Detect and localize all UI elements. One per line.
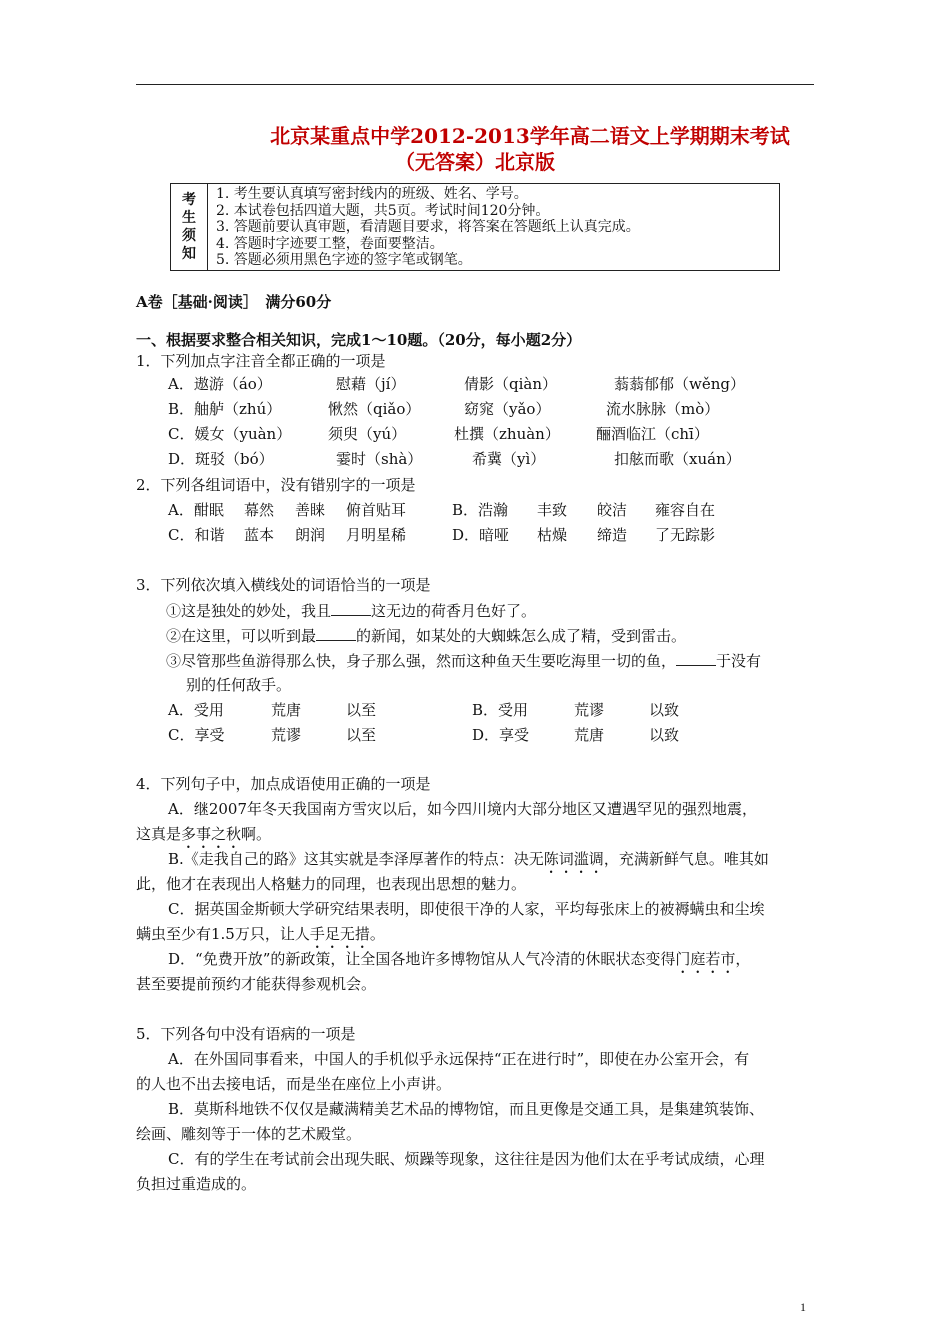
- exam-notice-box: [170, 183, 780, 271]
- page-number: 1: [800, 1300, 806, 1314]
- q3-sentence-1: [166, 600, 536, 621]
- option-cell: A．遨游（áo）: [168, 375, 272, 393]
- option-cell: 荒唐: [574, 726, 605, 744]
- fill-blank: [331, 600, 371, 616]
- q1-stem: 1．下列加点字注音全都正确的一项是: [136, 352, 386, 370]
- option-cell: 丰致: [537, 501, 568, 519]
- option-cell: 善睐: [295, 501, 326, 519]
- notice-header-char: 生: [182, 210, 196, 226]
- q4-option-c-line1: C．据英国金斯顿大学研究结果表明，即使很干净的人家，平均每张床上的被褥螨虫和尘埃: [168, 900, 765, 918]
- option-cell: 以致: [649, 701, 680, 719]
- option-cell: D．享受: [472, 726, 530, 744]
- option-cell: 荒谬: [574, 701, 605, 719]
- fill-blank: [676, 650, 716, 666]
- option-cell: 酾酒临江（chī）: [596, 425, 709, 443]
- notice-item: 2. 本试卷包括四道大题，共5页。考试时间120分钟。: [216, 202, 550, 219]
- option-cell: 俯首贴耳: [346, 501, 407, 519]
- option-cell: 缔造: [597, 526, 628, 544]
- q4-option-a-line2: [136, 824, 271, 852]
- q3-row-cd: [168, 725, 679, 745]
- sentence-text: ②在这里，可以听到最: [166, 627, 317, 645]
- notice-header-char: 考: [182, 192, 196, 208]
- option-cell: C．和谐: [168, 526, 225, 544]
- option-cell: 须臾（yú）: [328, 425, 407, 443]
- sentence-text: 。: [369, 925, 385, 943]
- q5-option-a-line1: A．在外国同事看来，中国人的手机似乎永远保持“正在进行时”，即使在办公室开会，有: [168, 1050, 750, 1068]
- q5-option-a-line2: 的人也不出去接电话，而是坐在座位上小声讲。: [136, 1075, 452, 1093]
- sentence-text: 啊。: [241, 825, 272, 843]
- q5-option-c-line2: 负担过重造成的。: [136, 1175, 257, 1193]
- notice-item: 1. 考生要认真填写密封线内的班级、姓名、学号。: [216, 186, 528, 202]
- sentence-text: 的新闻，如某处的大蜘蛛怎么成了精，受到雷击。: [356, 627, 687, 645]
- option-cell: 流水脉脉（mò）: [606, 400, 720, 418]
- option-cell: 枯燥: [537, 526, 568, 544]
- sentence-text: 螨虫至少有1.5万只，让人: [136, 925, 310, 943]
- option-cell: 以至: [346, 701, 377, 719]
- option-cell: B．舳舻（zhú）: [168, 400, 282, 418]
- q5-option-c-line1: C．有的学生在考试前会出现失眠、烦躁等现象，这往往是因为他们太在乎考试成绩，心理: [168, 1150, 765, 1168]
- q2-stem: 2．下列各组词语中，没有错别字的一项是: [136, 476, 416, 494]
- q3-sentence-3: [166, 650, 761, 671]
- sentence-text: 于没有: [716, 652, 762, 670]
- dotted-idiom: 门庭若市: [675, 950, 736, 968]
- option-cell: 皎洁: [597, 501, 628, 519]
- q5-option-b-line1: B．莫斯科地铁不仅仅是藏满精美艺术品的博物馆，而且更像是交通工具，是集建筑装饰、: [168, 1100, 765, 1118]
- option-cell: 希冀（yì）: [472, 450, 546, 468]
- q5-option-b-line2: 绘画、雕刻等于一体的艺术殿堂。: [136, 1125, 362, 1143]
- q1-option-a: [168, 374, 745, 394]
- sentence-text: B.《走我自己的路》这其实就是李泽厚著作的特点：决无: [168, 850, 544, 868]
- q1-option-d: [168, 449, 741, 469]
- q3-sentence-2: [166, 625, 686, 646]
- document-title-line2: （无答案）北京版: [395, 150, 555, 174]
- option-cell: D．斑驳（bó）: [168, 450, 274, 468]
- option-cell: 以致: [649, 726, 680, 744]
- option-cell: 以至: [346, 726, 377, 744]
- option-cell: 蓊蓊郁郁（wěng）: [614, 375, 745, 393]
- q2-row-ab: [168, 500, 715, 520]
- q5-stem: 5．下列各句中没有语病的一项是: [136, 1025, 356, 1043]
- option-cell: A．酣眠: [168, 501, 224, 519]
- q4-option-b-line2: 此，他才在表现出人格魅力的同理，也表现出思想的魅力。: [136, 875, 527, 893]
- document-title-line1: 北京某重点中学2012-2013学年高二语文上学期期末考试: [270, 124, 790, 148]
- notice-header-char: 须: [182, 228, 196, 244]
- option-cell: 幕然: [244, 501, 275, 519]
- section-a-heading: A卷［基础·阅读］ 满分60分: [136, 293, 332, 311]
- option-cell: 雍容自在: [655, 501, 716, 519]
- option-cell: 了无踪影: [655, 526, 716, 544]
- part1-heading: 一、根据要求整合相关知识，完成1～10题。（20分，每小题2分）: [136, 331, 582, 349]
- option-cell: 霎时（shà）: [336, 450, 423, 468]
- option-cell: B．受用: [472, 701, 529, 719]
- sentence-text: D．“免费开放”的新政策，让全国各地许多博物馆从人气冷清的休眠状态变得: [168, 950, 676, 968]
- q4-stem: 4．下列句子中，加点成语使用正确的一项是: [136, 775, 431, 793]
- option-cell: C．媛女（yuàn）: [168, 425, 292, 443]
- dotted-idiom: 陈词滥调: [543, 850, 604, 868]
- notice-item: 5. 答题必须用黑色字迹的签字笔或钢笔。: [216, 252, 472, 268]
- notice-item: 4. 答题时字迹要工整，卷面要整洁。: [216, 235, 444, 252]
- q2-row-cd: [168, 525, 715, 545]
- dotted-idiom: 多事之秋: [181, 825, 242, 843]
- option-cell: C．享受: [168, 726, 225, 744]
- sentence-text: ，: [735, 950, 751, 968]
- sentence-text: 这无边的荷香月色好了。: [371, 602, 537, 620]
- option-cell: 慰藉（jí）: [336, 375, 406, 393]
- option-cell: 窈窕（yǎo）: [464, 400, 551, 418]
- q1-option-c: [168, 424, 709, 444]
- option-cell: D．暗哑: [452, 526, 510, 544]
- option-cell: A．受用: [168, 701, 224, 719]
- notice-header: [171, 184, 208, 270]
- sentence-text: ①这是独处的妙处，我且: [166, 602, 332, 620]
- option-cell: 朗润: [295, 526, 326, 544]
- option-cell: 倩影（qiàn）: [464, 375, 558, 393]
- notice-items: [208, 184, 640, 270]
- q1-option-b: [168, 399, 719, 419]
- q4-option-a-line1: A．继2007年冬天我国南方雪灾以后，如今四川境内大部分地区又遭遇罕见的强烈地震，: [168, 800, 758, 818]
- q4-option-d-line2: 甚至要提前预约才能获得参观机会。: [136, 975, 377, 993]
- sentence-text: 这真是: [136, 825, 182, 843]
- sentence-text: ③尽管那些鱼游得那么快，身子那么强，然而这种鱼天生要吃海里一切的鱼，: [166, 652, 677, 670]
- option-cell: 荒唐: [271, 701, 302, 719]
- option-cell: 荒谬: [271, 726, 302, 744]
- dotted-idiom: 手足无措: [309, 925, 370, 943]
- q3-stem: 3．下列依次填入横线处的词语恰当的一项是: [136, 576, 431, 594]
- q4-option-b-line1: [168, 849, 769, 877]
- option-cell: 蓝本: [244, 526, 275, 544]
- q4-option-c-line2: [136, 924, 385, 952]
- header-rule: [136, 84, 814, 85]
- q4-option-d-line1: [168, 949, 750, 977]
- option-cell: 扣舷而歌（xuán）: [614, 450, 741, 468]
- sentence-text: ，充满新鲜气息。唯其如: [603, 850, 769, 868]
- option-cell: 愀然（qiǎo）: [328, 400, 421, 418]
- option-cell: B．浩瀚: [452, 501, 509, 519]
- fill-blank: [316, 625, 356, 641]
- notice-item: 3. 答题前要认真审题，看清题目要求，将答案在答题纸上认真完成。: [216, 219, 640, 235]
- q3-row-ab: [168, 700, 679, 720]
- option-cell: 杜撰（zhuàn）: [454, 425, 560, 443]
- notice-header-char: 知: [182, 246, 196, 262]
- option-cell: 月明星稀: [346, 526, 407, 544]
- q3-sentence-3-cont: 别的任何敌手。: [186, 676, 292, 694]
